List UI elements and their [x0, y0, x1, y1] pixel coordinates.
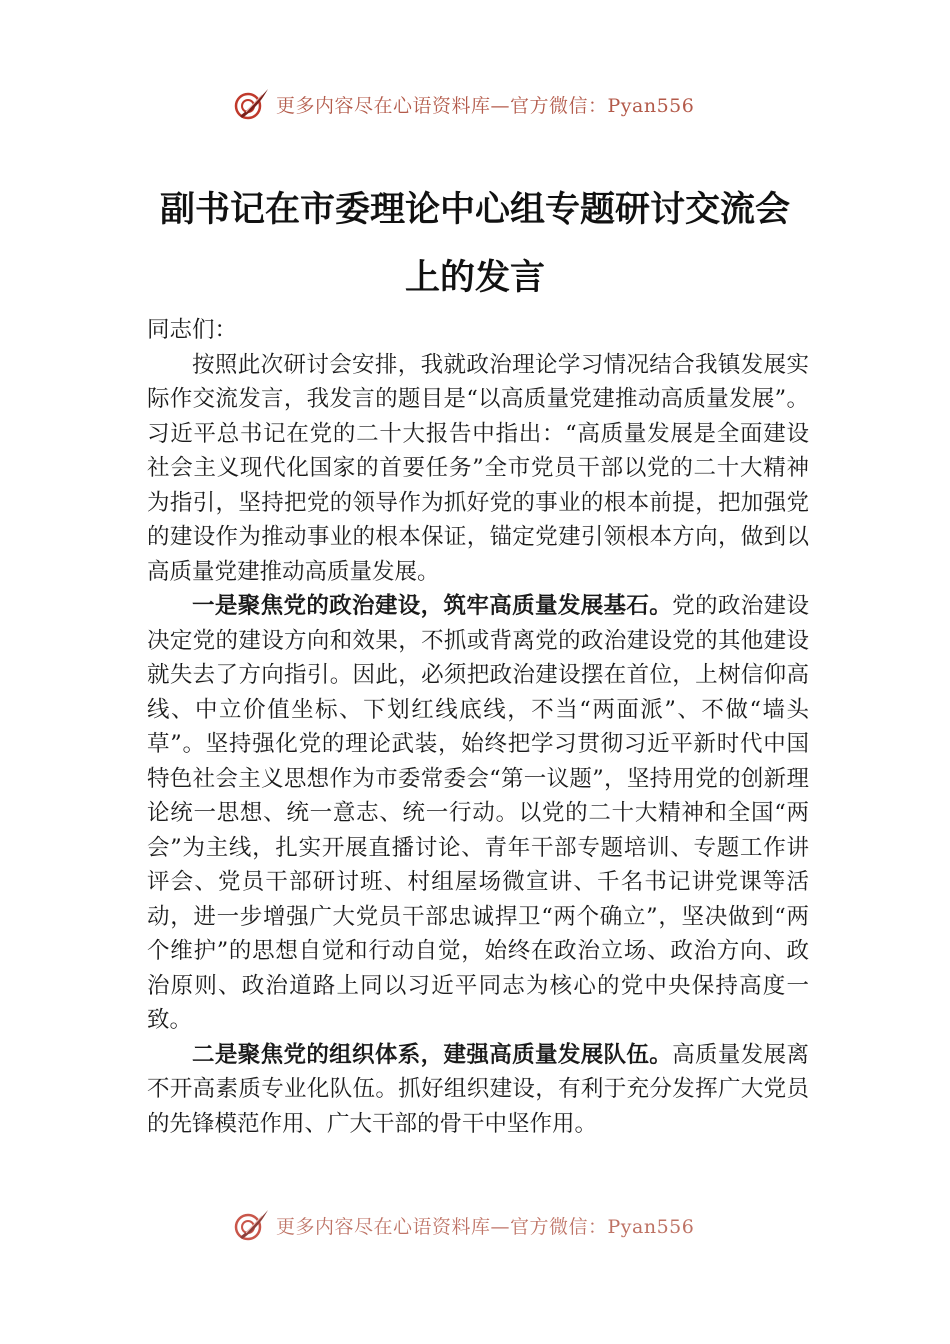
- intro-paragraph: 按照此次研讨会安排，我就政治理论学习情况结合我镇发展实际作交流发言，我发言的题目是“以高质量党建推动高质量发展”。习近平总书记在党的二十大报告中指出：“高质量发展是全面建设社会主义现代化国家的首要任务”全市党员干部以党的二十大精神为指引，坚持把党的领导作为抓好党的事业的根本前提，把加强党的建设作为推动事业的根本保证，锚定党建引领根本方向，做到以高质量党建推动高质量发展。: [147, 351, 809, 585]
- document-title-line1: 副书记在市委理论中心组专题研讨交流会: [159, 189, 790, 230]
- section2-body: 高质量发展离不开高素质专业化队伍。抓好组织建设，有利于充分发挥广大党员的先锋模范作用、广大干部的骨干中坚作用。: [147, 1041, 809, 1137]
- watermark-text: 更多内容尽在心语资料库—官方微信：Pyan556: [276, 1215, 695, 1238]
- section1-body: 党的政治建设决定党的建设方向和效果，不抓或背离党的政治建设党的其他建设就失去了方向指引。因此，必须把政治建设摆在首位，上树信仰高线、中立价值坐标、下划红线底线，不当“两面派”、不做“墙头草”。坚持强化党的理论武装，始终把学习贯彻习近平新时代中国特色社会主义思想作为市委常委会“第一议题”，坚持用党的创新理论统一思想、统一意志、统一行动。以党的二十大精神和全国“两会”为主线，扎实开展直播讨论、青年干部专题培训、专题工作讲评会、党员干部研讨班、村组屋场微宣讲、千名书记讲党课等活动，进一步增强广大党员干部忠诚捍卫“两个确立”，坚决做到“两个维护”的思想自觉和行动自觉，始终在政治立场、政治方向、政治原则、政治道路上同以习近平同志为核心的党中央保持高度一致。: [147, 593, 809, 1033]
- footer-watermark: [232, 1205, 732, 1245]
- section2-heading: 二是聚焦党的组织体系，建强高质量发展队伍。: [192, 1041, 673, 1068]
- header-watermark: [232, 84, 732, 124]
- quill-logo-icon: [232, 1207, 272, 1243]
- section1-heading: 一是聚焦党的政治建设，筑牢高质量发展基石。: [192, 593, 673, 619]
- watermark-text: 更多内容尽在心语资料库—官方微信：Pyan556: [276, 94, 695, 117]
- section1-paragraph: [147, 589, 809, 1038]
- section2-paragraph: [147, 1038, 809, 1142]
- quill-logo-icon: [232, 86, 272, 122]
- salutation: 同志们：: [147, 317, 238, 343]
- document-title-line2: 上的发言: [404, 257, 545, 298]
- document-body: [147, 313, 809, 1141]
